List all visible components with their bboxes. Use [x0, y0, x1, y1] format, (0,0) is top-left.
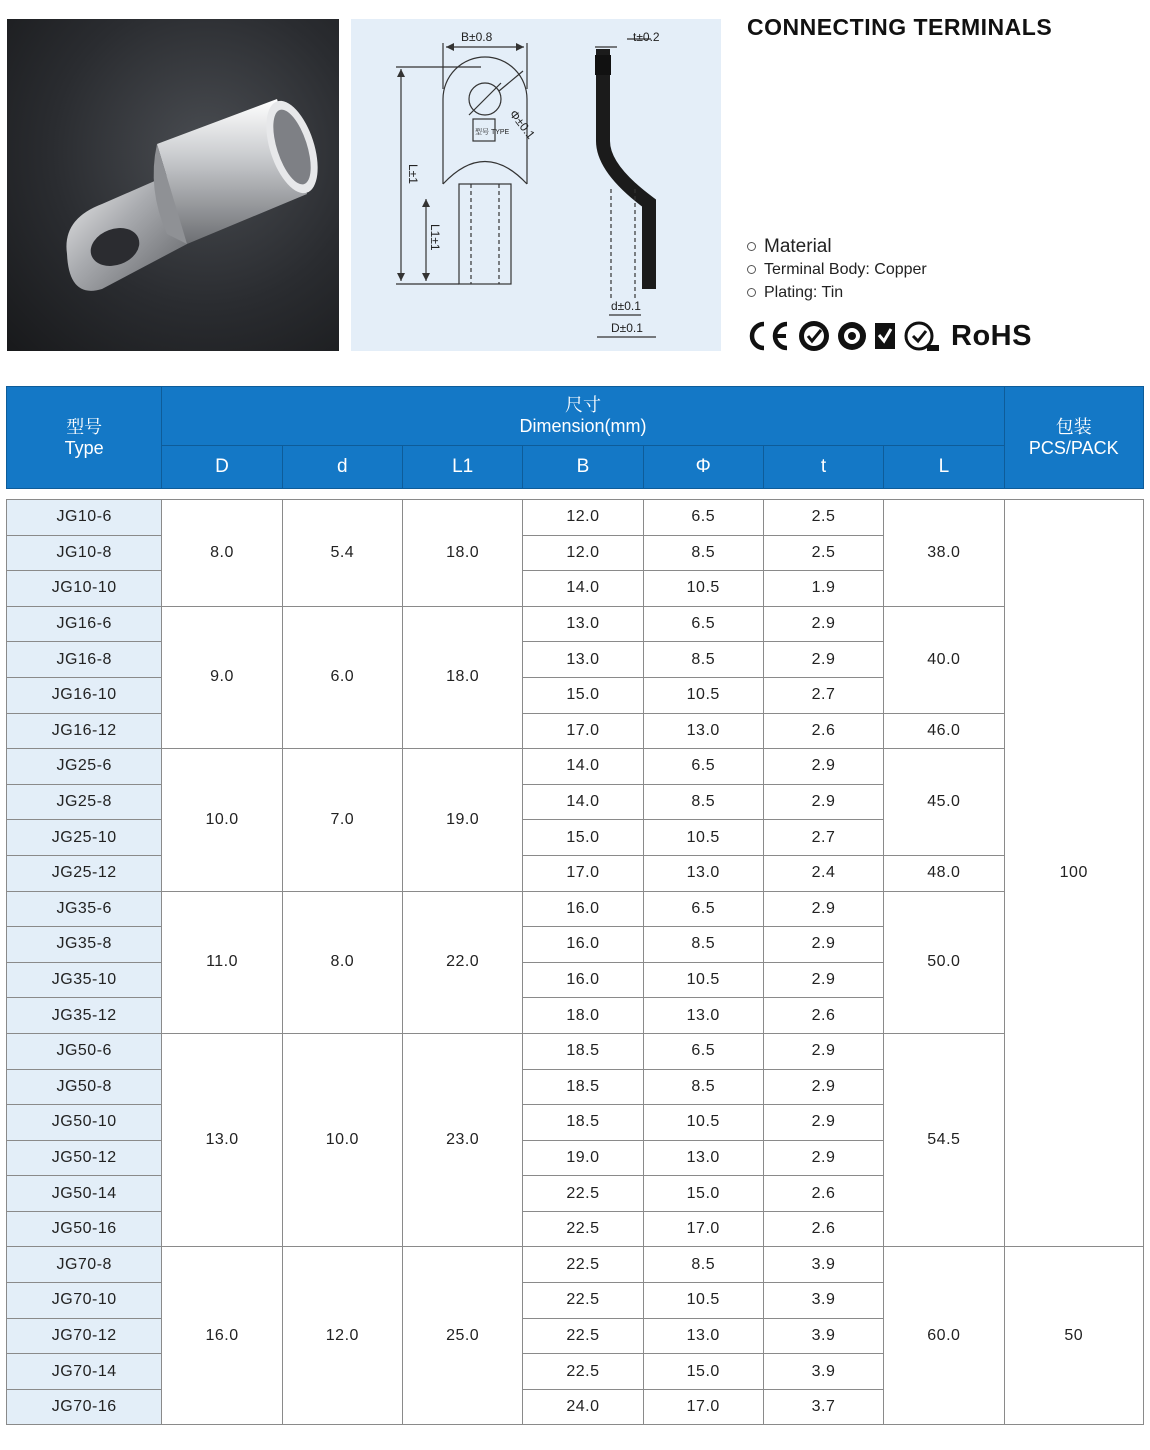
- hole-diameter-cell: 10.5: [643, 1283, 763, 1319]
- thickness-cell: 2.6: [763, 1176, 883, 1212]
- hole-diameter-cell: 8.5: [643, 642, 763, 678]
- dimension-table: [6, 386, 1144, 1425]
- width-cell: 22.5: [523, 1283, 643, 1319]
- width-cell: 18.0: [523, 998, 643, 1034]
- header-type-cn: 型号: [66, 416, 103, 437]
- thickness-cell: 2.9: [763, 962, 883, 998]
- width-cell: 14.0: [523, 571, 643, 607]
- spec-item: [747, 235, 927, 258]
- spec-item: [747, 258, 927, 281]
- bullet-icon: [747, 288, 756, 297]
- technical-drawing: [351, 19, 721, 351]
- thickness-cell: 2.6: [763, 998, 883, 1034]
- hole-diameter-cell: 6.5: [643, 1033, 763, 1069]
- header-pack-cn: 包装: [1055, 416, 1092, 437]
- inner-diameter-cell: 8.0: [282, 891, 402, 1033]
- hole-diameter-cell: 15.0: [643, 1354, 763, 1390]
- width-cell: 14.0: [523, 784, 643, 820]
- hole-diameter-cell: 10.5: [643, 1105, 763, 1141]
- barrel-length-cell: 22.0: [402, 891, 522, 1033]
- table-row: [7, 1247, 1144, 1283]
- hole-diameter-cell: 6.5: [643, 749, 763, 785]
- column-header: Φ: [643, 446, 763, 489]
- length-cell: 50.0: [884, 891, 1004, 1033]
- label-barrel-length: L1±1: [428, 224, 442, 251]
- thickness-cell: 2.7: [763, 677, 883, 713]
- thickness-cell: 2.9: [763, 1069, 883, 1105]
- type-cell: JG10-8: [7, 535, 162, 571]
- label-inner-diameter: d±0.1: [611, 299, 641, 313]
- type-cell: JG50-10: [7, 1105, 162, 1141]
- type-cell: JG50-14: [7, 1176, 162, 1212]
- header-type: [7, 387, 162, 489]
- outer-diameter-cell: 11.0: [162, 891, 282, 1033]
- label-width: B±0.8: [461, 30, 493, 44]
- inner-diameter-cell: 6.0: [282, 606, 402, 748]
- type-cell: JG50-16: [7, 1211, 162, 1247]
- spec-material: Material: [764, 236, 832, 257]
- ce-mark-icon: [745, 319, 791, 353]
- type-cell: JG10-10: [7, 571, 162, 607]
- thickness-cell: 2.9: [763, 642, 883, 678]
- barrel-length-cell: 23.0: [402, 1033, 522, 1247]
- thickness-cell: 2.5: [763, 535, 883, 571]
- column-header: t: [763, 446, 883, 489]
- hole-diameter-cell: 10.5: [643, 677, 763, 713]
- thickness-cell: 2.7: [763, 820, 883, 856]
- barrel-length-cell: 18.0: [402, 500, 522, 607]
- quality-seal-icon: [797, 319, 831, 353]
- page-title: CONNECTING TERMINALS: [747, 14, 1053, 40]
- hole-diameter-cell: 13.0: [643, 713, 763, 749]
- outer-diameter-cell: 16.0: [162, 1247, 282, 1425]
- thickness-cell: 2.9: [763, 927, 883, 963]
- hole-diameter-cell: 17.0: [643, 1211, 763, 1247]
- inner-diameter-cell: 12.0: [282, 1247, 402, 1425]
- thickness-cell: 2.9: [763, 749, 883, 785]
- header-type-en: Type: [64, 437, 104, 458]
- thickness-cell: 3.7: [763, 1389, 883, 1425]
- inner-diameter-cell: 10.0: [282, 1033, 402, 1247]
- bullet-icon: [747, 265, 756, 274]
- width-cell: 14.0: [523, 749, 643, 785]
- thickness-cell: 2.6: [763, 1211, 883, 1247]
- outer-diameter-cell: 8.0: [162, 500, 282, 607]
- label-outer-diameter: D±0.1: [611, 321, 643, 335]
- hole-diameter-cell: 6.5: [643, 500, 763, 536]
- length-cell: 60.0: [884, 1247, 1004, 1425]
- hole-diameter-cell: 8.5: [643, 535, 763, 571]
- width-cell: 16.0: [523, 891, 643, 927]
- width-cell: 16.0: [523, 962, 643, 998]
- hole-diameter-cell: 10.5: [643, 571, 763, 607]
- inner-diameter-cell: 5.4: [282, 500, 402, 607]
- table-row: [7, 891, 1144, 927]
- width-cell: 16.0: [523, 927, 643, 963]
- hole-diameter-cell: 13.0: [643, 855, 763, 891]
- hole-diameter-cell: 10.5: [643, 962, 763, 998]
- thickness-cell: 3.9: [763, 1354, 883, 1390]
- type-cell: JG16-6: [7, 606, 162, 642]
- width-cell: 15.0: [523, 677, 643, 713]
- table-row: [7, 749, 1144, 785]
- thickness-cell: 3.9: [763, 1247, 883, 1283]
- length-cell: 38.0: [884, 500, 1004, 607]
- label-length: L±1: [406, 164, 420, 184]
- hole-diameter-cell: 6.5: [643, 606, 763, 642]
- terminal-lug-image: [7, 19, 339, 351]
- cert-badge-icon: [873, 319, 897, 353]
- thickness-cell: 2.9: [763, 891, 883, 927]
- hole-diameter-cell: 13.0: [643, 1318, 763, 1354]
- thickness-cell: 2.9: [763, 784, 883, 820]
- length-cell: 45.0: [884, 749, 1004, 856]
- type-cell: JG35-6: [7, 891, 162, 927]
- dimension-drawing: [351, 19, 721, 351]
- width-cell: 18.5: [523, 1105, 643, 1141]
- type-cell: JG50-6: [7, 1033, 162, 1069]
- table-spacer: [7, 489, 1144, 500]
- type-cell: JG25-10: [7, 820, 162, 856]
- certification-row: [745, 317, 1032, 355]
- spec-list: [747, 235, 927, 304]
- width-cell: 17.0: [523, 855, 643, 891]
- hole-diameter-cell: 13.0: [643, 998, 763, 1034]
- approval-seal-icon: [903, 319, 939, 353]
- length-cell: 48.0: [884, 855, 1004, 891]
- barrel-length-cell: 19.0: [402, 749, 522, 891]
- thickness-cell: 3.9: [763, 1318, 883, 1354]
- type-cell: JG25-12: [7, 855, 162, 891]
- type-cell: JG25-6: [7, 749, 162, 785]
- label-thickness: t±0.2: [633, 30, 660, 44]
- hole-diameter-cell: 13.0: [643, 1140, 763, 1176]
- type-cell: JG16-8: [7, 642, 162, 678]
- spec-body: Terminal Body: Copper: [764, 261, 927, 278]
- type-cell: JG10-6: [7, 500, 162, 536]
- thickness-cell: 1.9: [763, 571, 883, 607]
- pack-quantity-cell: 50: [1004, 1247, 1143, 1425]
- header-dimension-en: Dimension(mm): [519, 416, 647, 436]
- thickness-cell: 2.9: [763, 1140, 883, 1176]
- thickness-cell: 2.9: [763, 1105, 883, 1141]
- type-cell: JG16-10: [7, 677, 162, 713]
- barrel-length-cell: 18.0: [402, 606, 522, 748]
- width-cell: 12.0: [523, 535, 643, 571]
- column-header: d: [282, 446, 402, 489]
- header-dimension: [162, 387, 1004, 446]
- hole-diameter-cell: 17.0: [643, 1389, 763, 1425]
- hole-diameter-cell: 8.5: [643, 1069, 763, 1105]
- type-cell: JG50-12: [7, 1140, 162, 1176]
- outer-diameter-cell: 9.0: [162, 606, 282, 748]
- pack-quantity-cell: 100: [1004, 500, 1143, 1247]
- hole-diameter-cell: 15.0: [643, 1176, 763, 1212]
- width-cell: 12.0: [523, 500, 643, 536]
- width-cell: 18.5: [523, 1033, 643, 1069]
- width-cell: 13.0: [523, 642, 643, 678]
- type-cell: JG35-10: [7, 962, 162, 998]
- iso-seal-icon: [837, 319, 867, 353]
- width-cell: 15.0: [523, 820, 643, 856]
- width-cell: 22.5: [523, 1354, 643, 1390]
- type-cell: JG25-8: [7, 784, 162, 820]
- hole-diameter-cell: 8.5: [643, 1247, 763, 1283]
- length-cell: 40.0: [884, 606, 1004, 713]
- thickness-cell: 2.5: [763, 500, 883, 536]
- table-row: [7, 500, 1144, 536]
- width-cell: 22.5: [523, 1176, 643, 1212]
- bullet-icon: [747, 242, 756, 251]
- table-row: [7, 1033, 1144, 1069]
- thickness-cell: 2.4: [763, 855, 883, 891]
- hole-diameter-cell: 6.5: [643, 891, 763, 927]
- header-pack-en: PCS/PACK: [1028, 437, 1119, 458]
- type-cell: JG35-12: [7, 998, 162, 1034]
- length-cell: 54.5: [884, 1033, 1004, 1247]
- width-cell: 17.0: [523, 713, 643, 749]
- outer-diameter-cell: 13.0: [162, 1033, 282, 1247]
- type-cell: JG35-8: [7, 927, 162, 963]
- thickness-cell: 3.9: [763, 1283, 883, 1319]
- hole-diameter-cell: 8.5: [643, 784, 763, 820]
- width-cell: 22.5: [523, 1247, 643, 1283]
- type-cell: JG70-14: [7, 1354, 162, 1390]
- hole-diameter-cell: 8.5: [643, 927, 763, 963]
- type-cell: JG70-10: [7, 1283, 162, 1319]
- spec-plating: Plating: Tin: [764, 284, 844, 301]
- label-type-mark: 型号 TYPE: [475, 129, 510, 136]
- width-cell: 22.5: [523, 1318, 643, 1354]
- type-cell: JG70-12: [7, 1318, 162, 1354]
- width-cell: 19.0: [523, 1140, 643, 1176]
- type-cell: JG70-16: [7, 1389, 162, 1425]
- width-cell: 24.0: [523, 1389, 643, 1425]
- thickness-cell: 2.6: [763, 713, 883, 749]
- outer-diameter-cell: 10.0: [162, 749, 282, 891]
- type-cell: JG50-8: [7, 1069, 162, 1105]
- column-header: D: [162, 446, 282, 489]
- width-cell: 18.5: [523, 1069, 643, 1105]
- barrel-length-cell: 25.0: [402, 1247, 522, 1425]
- inner-diameter-cell: 7.0: [282, 749, 402, 891]
- column-header: L: [884, 446, 1004, 489]
- spec-item: [747, 281, 927, 304]
- column-header: L1: [402, 446, 522, 489]
- header-dimension-cn: 尺寸: [564, 395, 601, 415]
- hole-diameter-cell: 10.5: [643, 820, 763, 856]
- width-cell: 22.5: [523, 1211, 643, 1247]
- rohs-mark: RoHS: [951, 319, 1032, 352]
- header-pack: [1004, 387, 1143, 489]
- column-header: B: [523, 446, 643, 489]
- length-cell: 46.0: [884, 713, 1004, 749]
- type-cell: JG70-8: [7, 1247, 162, 1283]
- table-row: [7, 606, 1144, 642]
- label-hole: Φ±0.1: [506, 107, 538, 142]
- product-photo: [7, 19, 339, 351]
- thickness-cell: 2.9: [763, 606, 883, 642]
- thickness-cell: 2.9: [763, 1033, 883, 1069]
- width-cell: 13.0: [523, 606, 643, 642]
- type-cell: JG16-12: [7, 713, 162, 749]
